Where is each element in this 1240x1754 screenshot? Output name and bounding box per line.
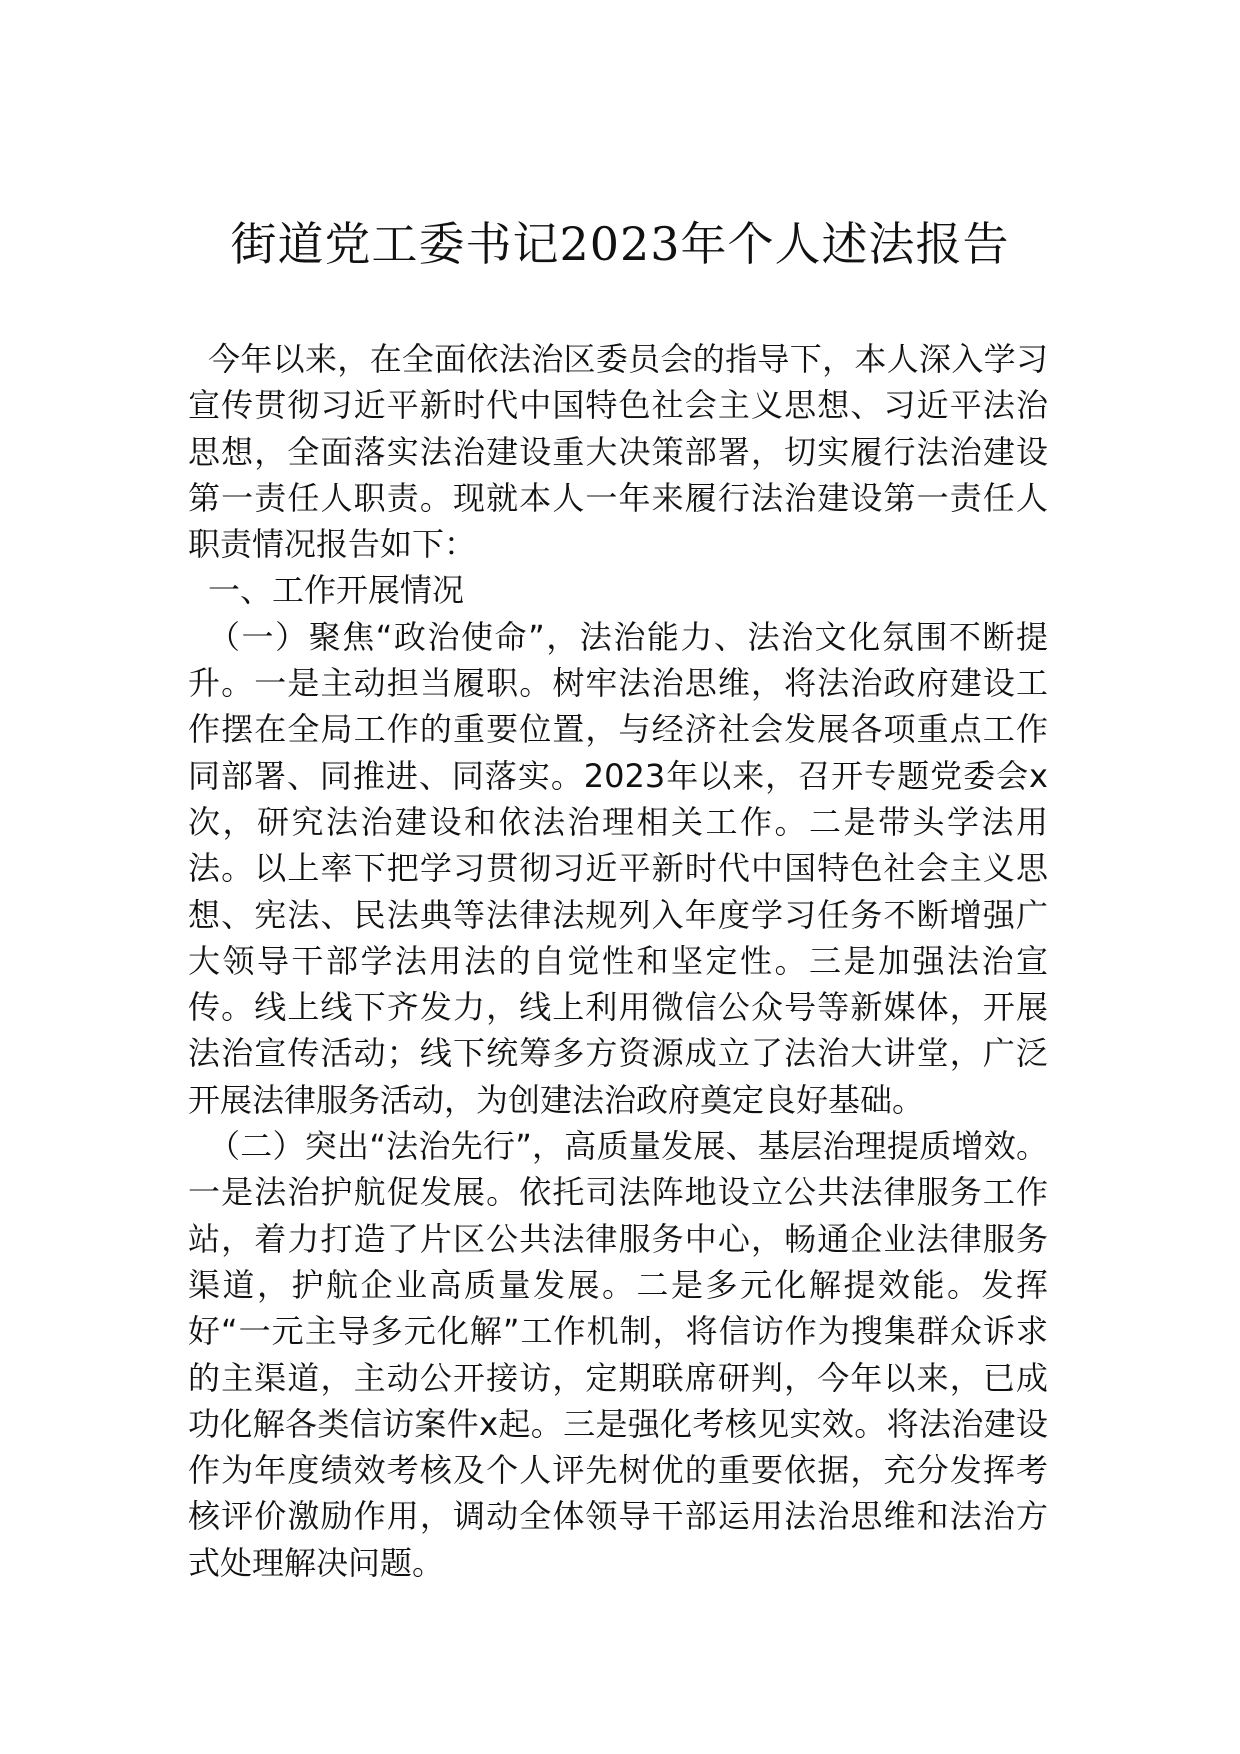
document-title: 街道党工委书记2023年个人述法报告 — [230, 217, 1010, 271]
paragraph-political-mission: （一）聚焦“政治使命”，法治能力、法治文化氛围不断提升。一是主动担当履职。树牢法治思维，将法治政府建设工作摆在全局工作的重要位置，与经济社会发展各项重点工作同部署、同推进、同落实。2023年以来，召开专题党委会x次，研究法治建设和依法治理相关工作。二是带头学法用法。以上率下把学习贯彻习近平新时代中国特色社会主义思想、宪法、民法典等法律法规列入年度学习任务不断增强广大领导干部学法用法的自觉性和坚定性。三是加强法治宣传。线上线下齐发力，线上利用微信公众号等新媒体，开展法治宣传活动；线下统筹多方资源成立了法治大讲堂，广泛开展法律服务活动，为创建法治政府奠定良好基础。 — [188, 617, 1048, 1119]
section-heading-work-progress: 一、工作开展情况 — [208, 571, 465, 610]
paragraph-rule-of-law-first: （二）突出“法治先行”，高质量发展、基层治理提质增效。一是法治护航促发展。依托司法阵地设立公共法律服务工作站，着力打造了片区公共法律服务中心，畅通企业法律服务渠道，护航企业高质量发展。二是多元化解提效能。发挥好“一元主导多元化解”工作机制，将信访作为搜集群众诉求的主渠道，主动公开接访，定期联席研判，今年以来，已成功化解各类信访案件x起。三是强化考核见实效。将法治建设作为年度绩效考核及个人评先树优的重要依据，充分发挥考核评价激励作用，调动全体领导干部运用法治思维和法治方式处理解决问题。 — [188, 1127, 1048, 1582]
document-body — [188, 336, 1048, 1586]
intro-paragraph: 今年以来，在全面依法治区委员会的指导下，本人深入学习宣传贯彻习近平新时代中国特色社会主义思想、习近平法治思想，全面落实法治建设重大决策部署，切实履行法治建设第一责任人职责。现就本人一年来履行法治建设第一责任人职责情况报告如下： — [188, 340, 1048, 564]
